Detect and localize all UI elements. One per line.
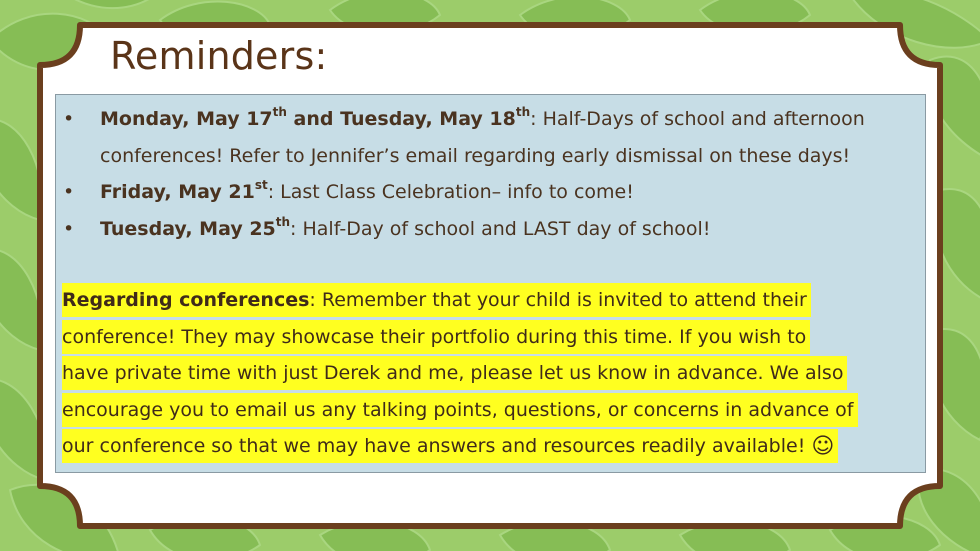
- list-item: [63, 211, 915, 248]
- list-item-text: : Half-Day of school and LAST day of school!: [290, 218, 711, 240]
- list-item-date: Tuesday, May 25: [100, 218, 276, 240]
- date-suffix: st: [254, 177, 268, 192]
- conference-note: [62, 283, 922, 466]
- bullet-icon: •: [63, 181, 75, 203]
- note-text: : Remember that your child is invited to attend their: [309, 289, 807, 311]
- list-item-date: Friday, May 21: [100, 181, 255, 203]
- list-item: [63, 101, 915, 174]
- note-line: conference! They may showcase their portfolio during this time. If you wish to: [62, 320, 810, 354]
- list-item-line: [100, 101, 915, 138]
- note-text: our conference so that we may have answers and resources readily available!: [62, 435, 806, 458]
- note-label: Regarding conferences: [62, 289, 310, 311]
- list-item-text: : Last Class Celebration– info to come!: [267, 181, 634, 203]
- note-line: have private time with just Derek and me, please let us know in advance. We also: [62, 356, 847, 390]
- date-suffix: th: [515, 104, 531, 119]
- note-line: encourage you to email us any talking points, questions, or concerns in advance of: [62, 393, 858, 427]
- list-item-text: : Half-Days of school and afternoon: [530, 108, 865, 130]
- list-item-date: and Tuesday, May 18: [286, 108, 516, 130]
- list-item: [63, 174, 915, 211]
- note-line: [62, 283, 811, 317]
- smiley-icon: ☺: [811, 433, 835, 459]
- date-suffix: th: [275, 214, 291, 229]
- reminders-panel: [55, 94, 926, 473]
- bullet-icon: •: [63, 108, 75, 130]
- page-title: Reminders:: [110, 34, 328, 78]
- note-line: [62, 429, 838, 463]
- list-item-line: conferences! Refer to Jennifer’s email regarding early dismissal on these days!: [100, 144, 851, 167]
- bullet-icon: •: [63, 218, 75, 240]
- list-item-date: Monday, May 17: [100, 108, 273, 130]
- date-suffix: th: [272, 104, 287, 119]
